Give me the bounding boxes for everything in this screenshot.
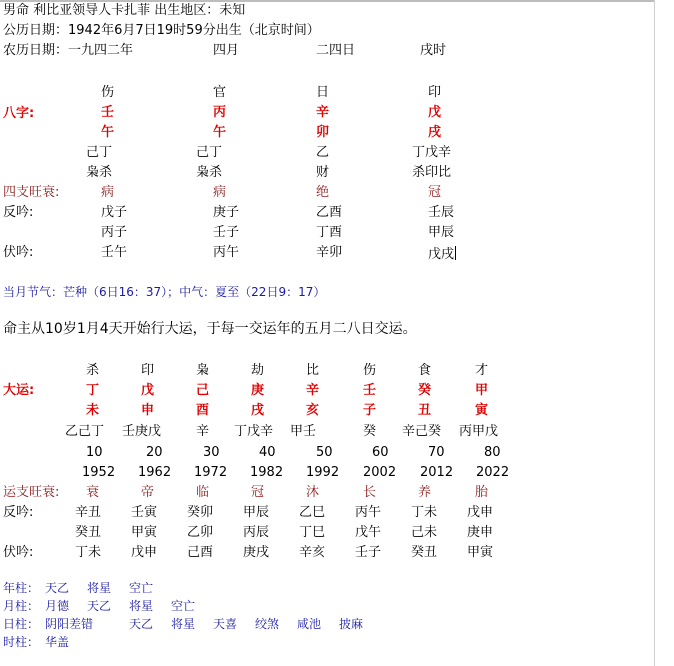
dayun-fuyin-7: 癸丑 [411, 545, 438, 560]
shensha-month-label: 月柱： [3, 599, 40, 613]
shensha-month-item-3: 将星 [129, 599, 154, 613]
dayun-label: 大运: [3, 383, 35, 398]
dayun-fuyin-2: 戊申 [131, 545, 158, 560]
bazi-stem-hour: 戊 [428, 105, 442, 120]
bazi-hidden-hour: 丁戊辛 [412, 145, 452, 160]
bazi-branch-hour: 戌 [428, 125, 442, 140]
dayun-fanyin2-6: 戊午 [355, 525, 382, 540]
shensha-day-item-7: 披麻 [339, 617, 364, 631]
shensha-day-item-5: 绞煞 [255, 617, 280, 631]
dayun-fuyin-3: 己酉 [187, 545, 214, 560]
bazi-shishen-year: 伤 [101, 85, 115, 100]
dayun-wangshuai-label: 运支旺衰: [3, 485, 60, 500]
shensha-day-item-6: 咸池 [297, 617, 322, 631]
dayun-fuyin-4: 庚戌 [243, 545, 270, 560]
qiyun-line: 命主从10岁1月4天开始行大运，于每一交运年的五月二八日交运。 [3, 321, 417, 337]
bazi-hidden-shishen-day: 财 [316, 165, 330, 180]
dayun-branch-6: 子 [363, 403, 377, 418]
bazi-wangshuai-day: 绝 [316, 185, 330, 200]
dayun-hidden-1: 乙己丁 [65, 424, 105, 439]
dayun-fanyin1-2: 壬寅 [131, 505, 158, 520]
dayun-fanyin1-3: 癸卯 [187, 505, 214, 520]
dayun-fanyin1-5: 乙巳 [299, 505, 326, 520]
dayun-year-4: 1982 [250, 465, 284, 480]
dayun-age-6: 60 [372, 445, 389, 460]
dayun-wangshuai-2: 帝 [141, 485, 155, 500]
bazi-fanyin2-month: 壬子 [213, 225, 240, 240]
bazi-hidden-shishen-hour: 杀印比 [412, 165, 452, 180]
bazi-hidden-shishen-month: 枭杀 [196, 165, 223, 180]
bazi-fuyin-day: 辛卯 [316, 245, 343, 260]
bazi-shishen-month: 官 [213, 85, 227, 100]
dayun-fanyin1-6: 丙午 [355, 505, 382, 520]
dayun-branch-8: 寅 [475, 403, 489, 418]
dayun-hidden-8: 丙甲戊 [459, 424, 499, 439]
bazi-stem-year: 壬 [101, 105, 115, 120]
bazi-fuyin-label: 伏吟: [3, 245, 34, 260]
dayun-stem-1: 丁 [86, 383, 100, 398]
bazi-fuyin-hour-text: 戊戌 [428, 247, 455, 262]
dayun-hidden-2: 壬庚戊 [122, 424, 162, 439]
dayun-stem-8: 甲 [475, 383, 489, 398]
dayun-stem-2: 戊 [141, 383, 155, 398]
bazi-fanyin2-day: 丁酉 [316, 225, 343, 240]
dayun-wangshuai-7: 养 [418, 485, 432, 500]
dayun-branch-7: 丑 [418, 403, 432, 418]
jieqi-line: 当月节气：芒种（6日16：37）；中气：夏至（22日9：17） [3, 285, 326, 299]
dayun-year-5: 1992 [306, 465, 340, 480]
dayun-fanyin2-4: 丙辰 [243, 525, 270, 540]
dayun-wangshuai-4: 冠 [251, 485, 265, 500]
bazi-label: 八字: [3, 106, 35, 121]
dayun-fanyin2-2: 甲寅 [131, 525, 158, 540]
dayun-fanyin2-8: 庚申 [467, 525, 494, 540]
bazi-wangshuai-year: 病 [101, 185, 115, 200]
dayun-fanyin2-3: 乙卯 [187, 525, 214, 540]
dayun-year-1: 1952 [82, 465, 116, 480]
dayun-year-8: 2022 [476, 465, 510, 480]
dayun-fuyin-1: 丁未 [75, 545, 102, 560]
dayun-shishen-2: 印 [141, 363, 155, 378]
shensha-month-item-4: 空亡 [171, 599, 196, 613]
bazi-fanyin1-year: 戊子 [101, 205, 128, 220]
dayun-age-5: 50 [316, 445, 333, 460]
dayun-year-7: 2012 [420, 465, 454, 480]
dayun-branch-4: 戌 [251, 403, 265, 418]
dayun-year-3: 1972 [194, 465, 228, 480]
dayun-shishen-1: 杀 [86, 363, 100, 378]
dayun-year-2: 1962 [138, 465, 172, 480]
dayun-hidden-6: 癸 [363, 424, 377, 439]
shensha-day-item-4: 天喜 [213, 617, 238, 631]
dayun-hidden-4: 丁戊辛 [234, 424, 274, 439]
bazi-fanyin1-day: 乙酉 [316, 205, 343, 220]
dayun-fanyin1-4: 甲辰 [243, 505, 270, 520]
bazi-fanyin2-hour: 甲辰 [428, 225, 455, 240]
dayun-hidden-3: 辛 [196, 424, 210, 439]
dayun-fanyin2-7: 己未 [411, 525, 438, 540]
bazi-fuyin-year: 壬午 [101, 245, 128, 260]
shensha-day-item-3: 将星 [171, 617, 196, 631]
bazi-wangshuai-label: 四支旺衰: [3, 185, 60, 200]
dayun-fanyin-label: 反吟: [3, 505, 34, 520]
dayun-branch-1: 未 [86, 403, 100, 418]
shensha-month-item-2: 天乙 [87, 599, 112, 613]
bazi-hidden-day: 乙 [316, 145, 330, 160]
dayun-fuyin-6: 壬子 [355, 545, 382, 560]
bazi-fanyin2-year: 丙子 [101, 225, 128, 240]
right-border [654, 0, 655, 666]
bazi-fanyin1-hour: 壬辰 [428, 205, 455, 220]
dayun-fuyin-8: 甲寅 [467, 545, 494, 560]
dayun-age-1: 10 [86, 445, 103, 460]
dayun-age-8: 80 [484, 445, 501, 460]
bazi-branch-day: 卯 [316, 125, 330, 140]
bazi-hidden-year: 己丁 [86, 145, 113, 160]
bazi-branch-year: 午 [101, 125, 115, 140]
lunar-month: 四月 [213, 43, 240, 58]
shensha-day-label: 日柱： [3, 617, 40, 631]
bazi-fanyin-label: 反吟: [3, 205, 34, 220]
dayun-fanyin1-8: 戊申 [467, 505, 494, 520]
bazi-hidden-shishen-year: 枭杀 [86, 165, 113, 180]
top-border [0, 0, 654, 2]
dayun-hidden-7: 辛己癸 [402, 424, 442, 439]
dayun-fuyin-label: 伏吟: [3, 545, 34, 560]
dayun-stem-4: 庚 [251, 383, 265, 398]
dayun-wangshuai-3: 临 [196, 485, 210, 500]
lunar-day: 二四日 [316, 43, 356, 58]
shensha-month-item-1: 月德 [45, 599, 70, 613]
dayun-age-4: 40 [259, 445, 276, 460]
shensha-year-item-3: 空亡 [129, 581, 154, 595]
dayun-year-6: 2002 [363, 465, 397, 480]
dayun-fanyin2-5: 丁巳 [299, 525, 326, 540]
dayun-shishen-5: 比 [306, 363, 320, 378]
dayun-shishen-7: 食 [418, 363, 432, 378]
shensha-hour-label: 时柱： [3, 635, 40, 649]
bazi-fuyin-month: 丙午 [213, 245, 240, 260]
shensha-year-item-1: 天乙 [45, 581, 70, 595]
bazi-branch-month: 午 [213, 125, 227, 140]
dayun-wangshuai-5: 沐 [306, 485, 320, 500]
dayun-branch-5: 亥 [306, 403, 320, 418]
text-cursor [455, 246, 456, 260]
dayun-wangshuai-8: 胎 [475, 485, 489, 500]
dayun-wangshuai-1: 衰 [86, 485, 100, 500]
bazi-stem-month: 丙 [213, 105, 227, 120]
shensha-year-item-2: 将星 [87, 581, 112, 595]
bazi-wangshuai-month: 病 [213, 185, 227, 200]
shensha-day-item-2: 天乙 [129, 617, 154, 631]
dayun-stem-3: 己 [196, 383, 210, 398]
dayun-age-3: 30 [203, 445, 220, 460]
bazi-stem-day: 辛 [316, 105, 330, 120]
dayun-shishen-6: 伤 [363, 363, 377, 378]
dayun-age-7: 70 [428, 445, 445, 460]
shensha-day-item-1: 阴阳差错 [45, 617, 94, 631]
dayun-hidden-5: 甲壬 [290, 424, 317, 439]
dayun-branch-2: 申 [141, 403, 155, 418]
dayun-stem-7: 癸 [418, 383, 432, 398]
bazi-shishen-hour: 印 [428, 85, 442, 100]
lunar-date-label: 农历日期：一九四二年 [3, 43, 134, 58]
dayun-fanyin2-1: 癸丑 [75, 525, 102, 540]
dayun-stem-5: 辛 [306, 383, 320, 398]
bazi-fuyin-hour[interactable] [428, 246, 456, 261]
dayun-fanyin1-1: 辛丑 [75, 505, 102, 520]
dayun-age-2: 20 [146, 445, 163, 460]
dayun-stem-6: 壬 [363, 383, 377, 398]
shensha-year-label: 年柱： [3, 581, 40, 595]
bazi-hidden-month: 己丁 [196, 145, 223, 160]
dayun-fuyin-5: 辛亥 [299, 545, 326, 560]
bazi-wangshuai-hour: 冠 [428, 185, 442, 200]
shensha-hour-item-1: 华盖 [45, 635, 70, 649]
lunar-hour: 戌时 [420, 43, 447, 58]
header-line-1: 男命 利比亚领导人卡扎菲 出生地区：未知 [3, 3, 246, 18]
dayun-wangshuai-6: 长 [363, 485, 377, 500]
dayun-shishen-8: 才 [475, 363, 489, 378]
header-line-2: 公历日期：1942年6月7日19时59分出生（北京时间） [3, 23, 320, 38]
dayun-fanyin1-7: 丁未 [411, 505, 438, 520]
dayun-shishen-4: 劫 [251, 363, 265, 378]
dayun-branch-3: 酉 [196, 403, 210, 418]
bazi-shishen-day: 日 [316, 85, 330, 100]
bazi-fanyin1-month: 庚子 [213, 205, 240, 220]
dayun-shishen-3: 枭 [196, 363, 210, 378]
